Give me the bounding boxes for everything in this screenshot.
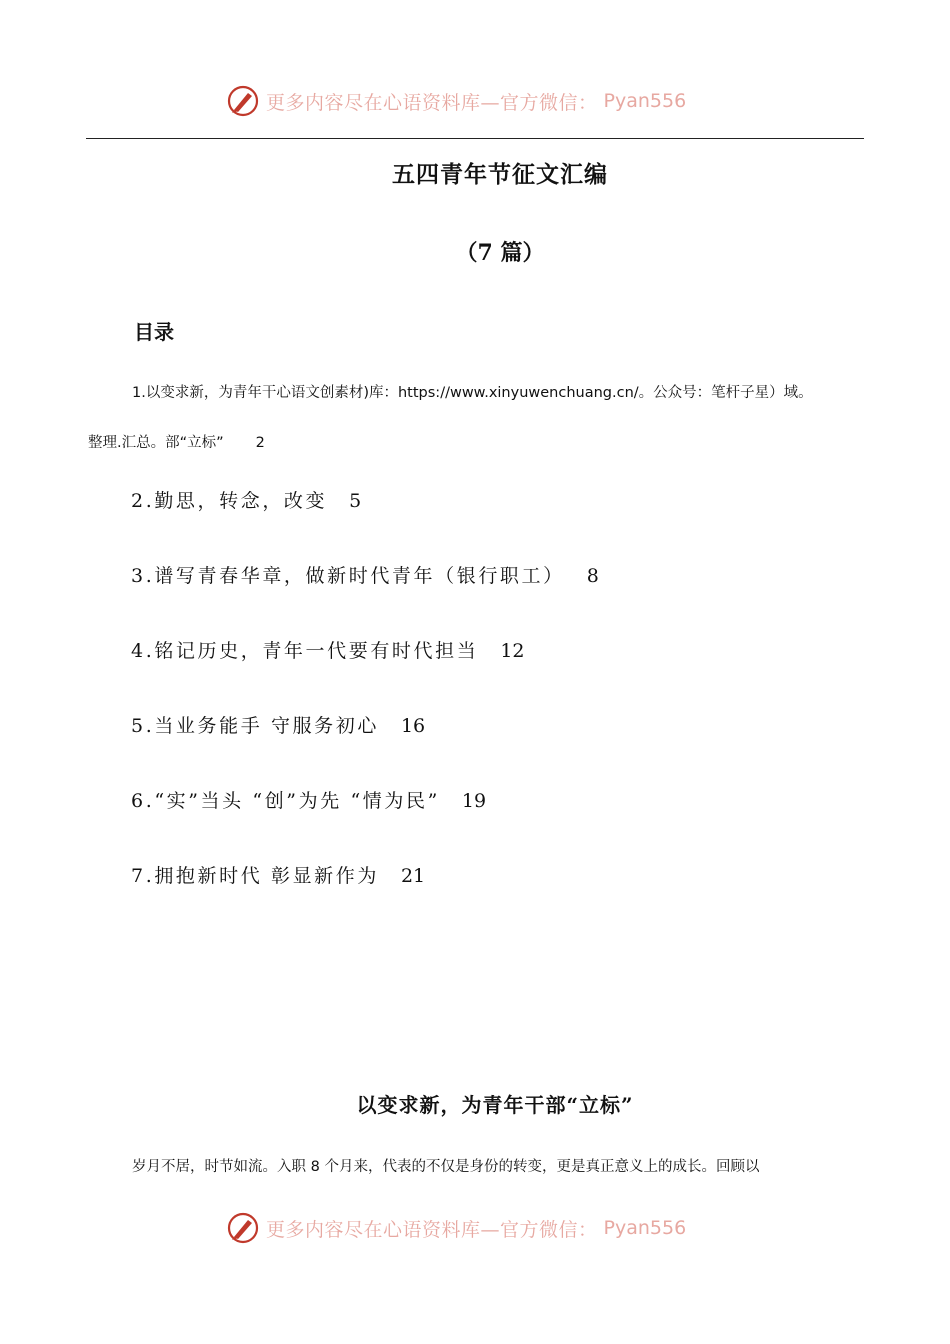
banner-wechat-id: Pyan556 <box>603 90 687 112</box>
body-paragraph: 岁月不居，时节如流。入职 8 个月来，代表的不仅是身份的转变，更是真正意义上的成长。回顾以 <box>132 1159 760 1175</box>
toc-item-label: 4.铭记历史，青年一代要有时代担当 <box>131 640 479 662</box>
banner-text: 更多内容尽在心语资料库—官方微信： <box>266 1218 598 1241</box>
toc-item <box>131 636 599 711</box>
toc-item-label: 2.勤思，转念，改变 <box>131 490 328 512</box>
document-title: 五四青年节征文汇编 <box>392 161 608 188</box>
pen-logo-icon <box>226 1211 260 1245</box>
toc-item <box>131 486 599 561</box>
toc-item <box>131 711 599 786</box>
banner-text: 更多内容尽在心语资料库—官方微信： <box>266 91 598 114</box>
toc-item <box>131 861 599 936</box>
document-subtitle: （7 篇） <box>455 240 545 266</box>
toc-item <box>131 786 599 861</box>
toc-item-page: 12 <box>500 640 525 662</box>
toc-item-page: 21 <box>400 865 426 887</box>
toc-heading: 目录 <box>134 320 174 344</box>
toc-item-page: 16 <box>400 715 426 737</box>
toc-item <box>131 561 599 636</box>
toc-item-1-page: 2 <box>255 435 265 451</box>
pen-logo-icon <box>226 84 260 118</box>
toc-item-label: 5.当业务能手 守服务初心 <box>131 715 379 737</box>
header-banner <box>226 84 686 118</box>
section-title: 以变求新，为青年干部“立标” <box>356 1093 634 1117</box>
toc-item-page: 8 <box>586 565 599 587</box>
toc-item-label: 6.“实”当头 “创”为先 “情为民” <box>131 790 440 812</box>
footer-banner <box>226 1211 686 1245</box>
banner-wechat-id: Pyan556 <box>603 1217 687 1239</box>
toc-item-1-line1: 1.以变求新，为青年干心语文创素材)库：https://www.xinyuwenchuang.cn/。公众号：笔杆子星）域。 <box>132 385 813 401</box>
toc-item-page: 19 <box>461 790 487 812</box>
header-divider <box>86 138 864 139</box>
toc-list <box>131 486 599 936</box>
toc-item-1-label: 整理.汇总。部“立标” <box>88 435 224 451</box>
toc-item-page: 5 <box>349 490 362 512</box>
toc-item-label: 7.拥抱新时代 彰显新作为 <box>131 865 379 887</box>
toc-item-label: 3.谱写青春华章，做新时代青年（银行职工） <box>131 565 565 587</box>
toc-item-1-line2 <box>88 431 265 452</box>
